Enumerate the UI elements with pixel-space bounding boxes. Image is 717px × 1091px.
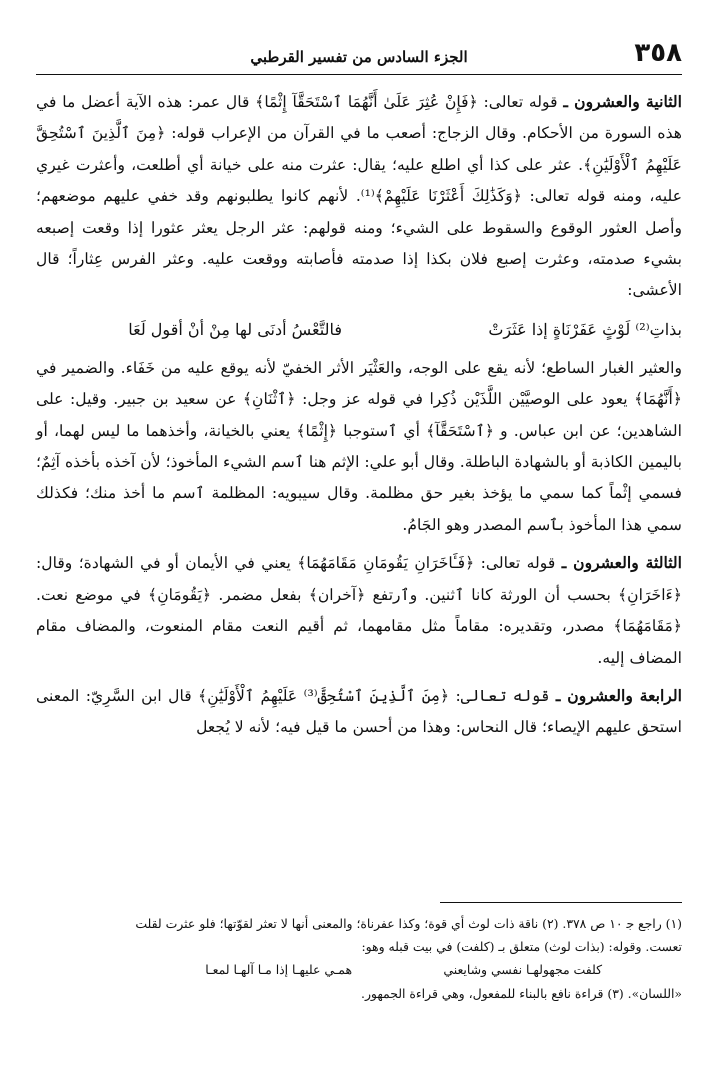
footnote-rule <box>440 902 682 903</box>
verse-second-hemistich: فالتَّعْسُ أدنَى لها مِنْ أنْ أقول لَعَا <box>128 319 342 339</box>
page-header <box>36 38 682 74</box>
footnote-line-2: تعست. وقوله: (بذات لوث) متعلق بـ (كلفت) في بيت قبله وهو: <box>361 939 682 954</box>
paragraph-23 <box>36 547 682 674</box>
section-heading-24: الرابعة والعشرون ـ <box>555 685 682 705</box>
paragraph-22-text: قوله تعالى: ﴿فَإِنْ عُثِرَ عَلَىٰ أَنَّهُمَا ٱسْتَحَقَّآ إِثْمًا﴾ قال عمر: هذه الآية أعضل ما في هذه السورة من الأحكام. وقال الزجاج: أصعب ما في القرآن من الإعراب قوله: ﴿مِنَ ٱلَّذِينَ ٱسْتُحِقَّ عَلَيْهِمُ ٱلْأَوْلَيَٰنِ﴾. عثر على كذا أي اطلع عليه؛ يقال: عثرت منه على خيانة أي أطلعت، وأعثرت غيري عليه، ومنه قوله تعالى: ﴿وَكَذَٰلِكَ أَعْثَرْنَا عَلَيْهِمْ﴾⁽¹⁾. لأنهم كانوا يطلبونهم وقد خفي عليهم موضعهم؛ وأصل العثور الوقوع والسقوط على الشيء؛ ومنه قولهم: عثر الرجل يعثر عثورا إذا وقعت إصبعه بشيء صدمته، وعثرت إصبع فلان بكذا إذا صدمته فأصابته ووقعت عليه. وعثر الفرس عِثاراً؛ قال الأعشى: <box>36 93 682 300</box>
footnote-line-3: «اللسان». (٣) قراءة نافع بالبناء للمفعول، وهي قراءة الجمهور. <box>361 986 682 1001</box>
header-rule <box>36 74 682 75</box>
page-number: ٣٥٨ <box>634 38 682 68</box>
poetry-verse <box>36 307 682 353</box>
footnote-verse-first-hemistich: كلفت مجهولهـا نفسي وشايعني <box>443 962 602 977</box>
paragraph-23-text: قوله تعالى: ﴿فَـَٔاخَرَانِ يَقُومَانِ مَقَامَهُمَا﴾ يعني في الأيمان أو في الشهادة؛ وقال: ﴿ءَاخَرَانِ﴾ بحسب أن الورثة كانا ٱثنين. وٱرتفع ﴿آخران﴾ بفعل مضمر. ﴿يَقُومَانِ﴾ في موضع نعت. ﴿مَقَامَهُمَا﴾ مصدر، وتقديره: مقاماً مثل مقامهما، ثم أقيم النعت مقام المنعوت، والمضاف مقام المضاف إليه. <box>36 554 682 667</box>
section-heading-22: الثانية والعشرون ـ <box>563 92 682 111</box>
paragraph-22-continued: والعثير الغبار الساطع؛ لأنه يقع على الوجه، والعَثْيَر الأثر الخفيّ لأنه يوقع عليه من خَفَاء. والضمير في ﴿أَنَّهُمَا﴾ يعود على الوصيَّيْن اللَّذَيْن ذُكِرا في قوله عز وجل: ﴿ٱثْنَانِ﴾ عن سعيد بن جبير. وقيل: على الشاهدين؛ عن ابن عباس. و ﴿ٱسْتَحَقَّآ﴾ أي ٱستوجبا ﴿إِثْمًا﴾ يعني بالخيانة، وأخذهما ما ليس لهما، أو باليمين الكاذبة أو بالشهادة الباطلة. وقال أبو علي: الإثم هنا ٱسم الشيء المأخوذ؛ لأن آخذه بأخذه آثِمٌ؛ فسمي إثْماً كما سمي ما يؤخذ بغير حق مظلمة. وقال سيبويه: المظلمة ٱسم ما أخذ منك؛ فكذلك سمي هذا المأخوذ بٱسم المصدر وهو الجَامُ. <box>36 358 682 534</box>
footnote-verse-second-hemistich: همـي عليهـا إذا مـا آلهـا لمعـا <box>205 962 352 977</box>
paragraph-22 <box>36 86 682 307</box>
section-heading-23: الثالثة والعشرون ـ <box>561 553 683 573</box>
running-head: الجزء السادس من تفسير القرطبي <box>250 48 468 66</box>
paragraph-24-text: قوله تعالى: ﴿مِنَ ٱلَّذِينَ ٱسْتُحِقَّ⁽³⁾ عَلَيْهِمُ ٱلْأَوْلَيَٰنِ﴾ قال ابن السَّرِيّ: المعنى استحق عليهم الإيصاء؛ قال النحاس: وهذا من أحسن ما قيل فيه؛ لأنه لا يُجعل <box>36 686 682 737</box>
footnotes <box>36 912 682 1005</box>
paragraph-24 <box>36 680 682 744</box>
footnote-verse <box>36 958 682 982</box>
footnote-line-1: (١) راجع ج‍ ١٠ ص ٣٧٨. (٢) ناقة ذات لوث أي قوة؛ وكذا عفرناة؛ والمعنى أنها لا تعثر لقوّتها؛ فلو عثرت لقلت <box>135 916 682 931</box>
verse-first-hemistich: بذاتِ⁽²⁾ لَوْثٍ عَفَرْنَاةٍ إذا عَثَرَتْ <box>488 319 682 339</box>
main-text <box>36 86 682 744</box>
